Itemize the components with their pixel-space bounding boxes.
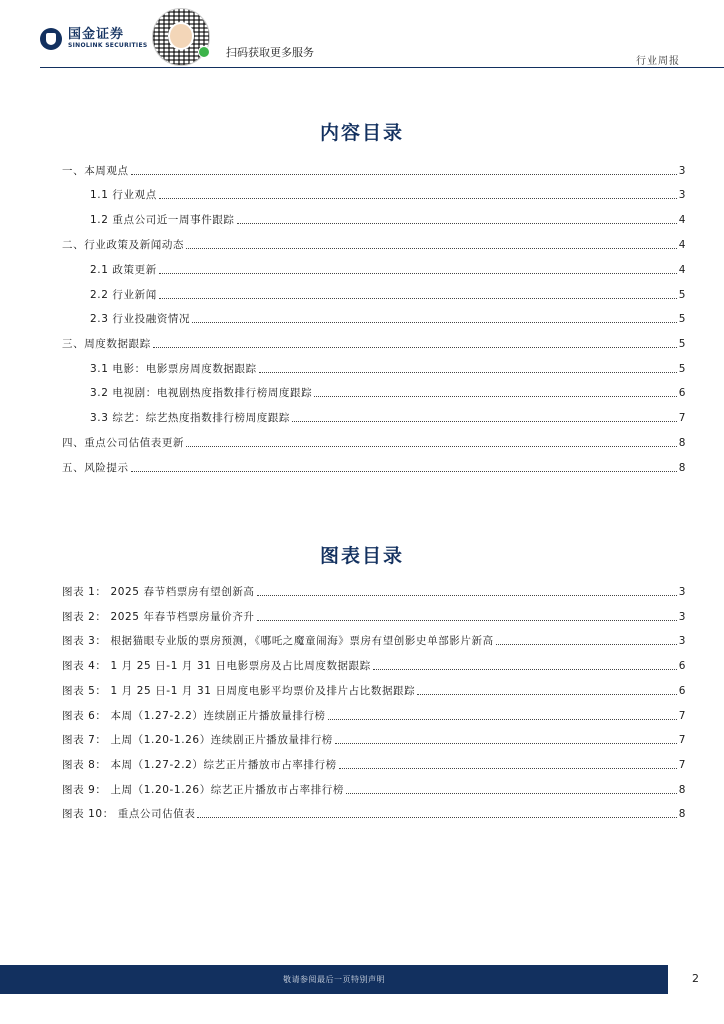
leader-dots xyxy=(159,273,677,274)
toc-item[interactable]: 四、重点公司估值表更新 8 xyxy=(62,437,686,449)
page-number: 2 xyxy=(692,972,699,985)
figure-item[interactable]: 图表 4： 1 月 25 日-1 月 31 日电影票房及占比周度数据跟踪 6 xyxy=(62,660,686,672)
leader-dots xyxy=(186,248,677,249)
figure-item[interactable]: 图表 8： 本周（1.27-2.2）综艺正片播放市占率排行榜 7 xyxy=(62,759,686,771)
leader-dots xyxy=(159,198,677,199)
toc-title: 内容目录 xyxy=(319,122,404,144)
toc-item[interactable]: 3.1 电影：电影票房周度数据跟踪 5 xyxy=(90,363,686,375)
toc-item[interactable]: 3.2 电视剧：电视剧热度指数排行榜周度跟踪 6 xyxy=(90,387,686,399)
toc-item[interactable]: 1.1 行业观点 3 xyxy=(90,189,686,201)
leader-dots xyxy=(192,322,677,323)
toc-item[interactable]: 一、本周观点 3 xyxy=(62,165,686,177)
leader-dots xyxy=(237,223,677,224)
figure-item[interactable]: 图表 3： 根据猫眼专业版的票房预测，《哪吒之魔童闹海》票房有望创影史单部影片新高 3 xyxy=(62,635,686,647)
leader-dots xyxy=(314,396,676,397)
leader-dots xyxy=(131,471,677,472)
figures-title: 图表目录 xyxy=(319,545,404,567)
sinolink-logo xyxy=(40,28,147,50)
leader-dots xyxy=(335,743,677,744)
figure-item[interactable]: 图表 7： 上周（1.20-1.26）连续剧正片播放量排行榜 7 xyxy=(62,734,686,746)
leader-dots xyxy=(496,644,677,645)
sinolink-logo-icon xyxy=(40,28,62,50)
wechat-badge-icon xyxy=(198,46,210,58)
toc-item[interactable]: 三、周度数据跟踪 5 xyxy=(62,338,686,350)
leader-dots xyxy=(153,347,677,348)
footer-disclaimer: 敬请参阅最后一页特别声明 xyxy=(283,975,385,984)
figure-item[interactable]: 图表 9： 上周（1.20-1.26）综艺正片播放市占率排行榜 8 xyxy=(62,784,686,796)
leader-dots xyxy=(257,595,677,596)
scan-prompt: 扫码获取更多服务 xyxy=(226,46,314,59)
leader-dots xyxy=(292,421,677,422)
toc-item[interactable]: 2.2 行业新闻 5 xyxy=(90,289,686,301)
leader-dots xyxy=(373,669,677,670)
leader-dots xyxy=(131,174,677,175)
toc-item[interactable]: 1.2 重点公司近一周事件跟踪 4 xyxy=(90,214,686,226)
report-type: 行业周报 xyxy=(636,56,680,67)
leader-dots xyxy=(346,793,677,794)
leader-dots xyxy=(186,446,677,447)
toc-item[interactable]: 2.1 政策更新 4 xyxy=(90,264,686,276)
leader-dots xyxy=(257,620,677,621)
leader-dots xyxy=(417,694,676,695)
leader-dots xyxy=(328,719,677,720)
leader-dots xyxy=(159,298,677,299)
toc-item[interactable]: 3.3 综艺：综艺热度指数排行榜周度跟踪 7 xyxy=(90,412,686,424)
header-divider xyxy=(40,67,724,68)
figure-item[interactable]: 图表 1： 2025 春节档票房有望创新高 3 xyxy=(62,586,686,598)
brand-name-en: SINOLINK SECURITIES xyxy=(68,42,148,49)
toc-item[interactable]: 二、行业政策及新闻动态 4 xyxy=(62,239,686,251)
leader-dots xyxy=(197,817,676,818)
toc-item[interactable]: 2.3 行业投融资情况 5 xyxy=(90,313,686,325)
leader-dots xyxy=(259,372,677,373)
figure-item[interactable]: 图表 2： 2025 年春节档票房量价齐升 3 xyxy=(62,611,686,623)
page-header xyxy=(0,0,724,70)
brand-name-cn: 国金证券 xyxy=(68,27,125,42)
qr-center-avatar xyxy=(168,22,194,50)
figure-item[interactable]: 图表 6： 本周（1.27-2.2）连续剧正片播放量排行榜 7 xyxy=(62,710,686,722)
figure-item[interactable]: 图表 5： 1 月 25 日-1 月 31 日周度电影平均票价及排片占比数据跟踪 6 xyxy=(62,685,686,697)
toc-item[interactable]: 五、风险提示 8 xyxy=(62,462,686,474)
figure-item[interactable]: 图表 10： 重点公司估值表 8 xyxy=(62,808,686,820)
leader-dots xyxy=(339,768,677,769)
